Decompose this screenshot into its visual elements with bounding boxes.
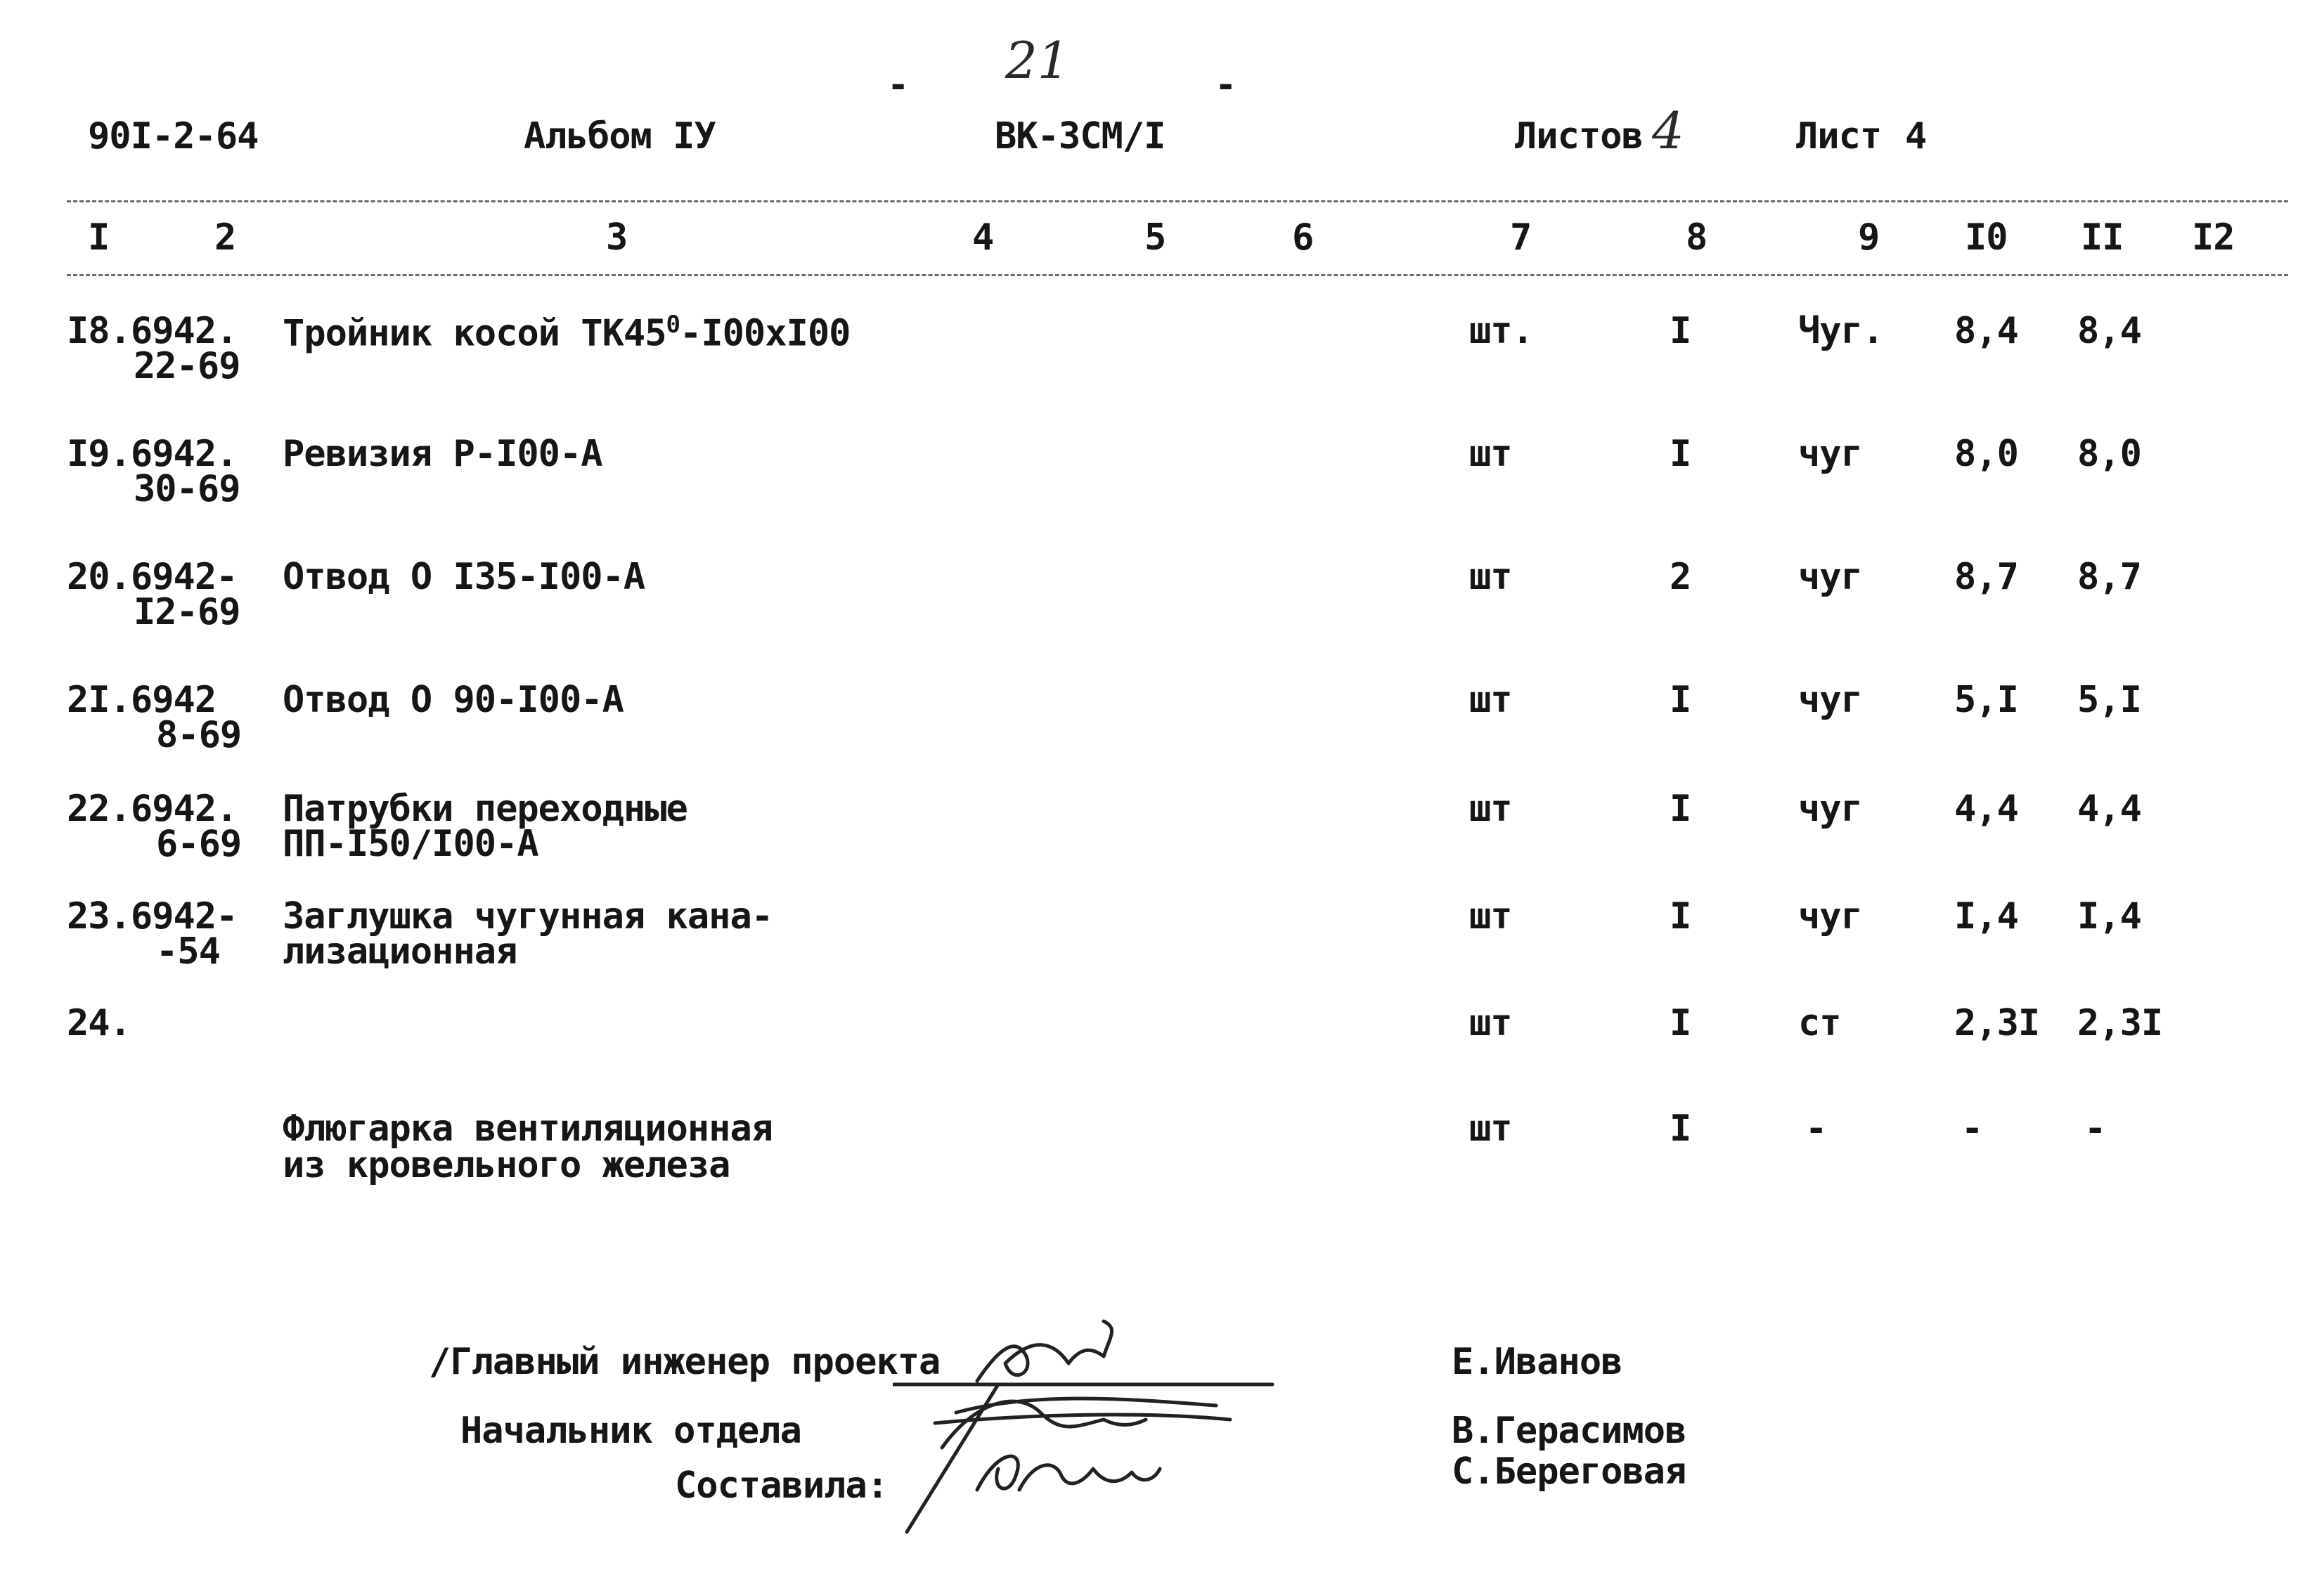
total-weight: 4,4 <box>2077 788 2141 830</box>
row-number: 22.6942. <box>67 788 238 830</box>
column-header: 2 <box>214 216 236 259</box>
unit: шт <box>1469 433 1512 475</box>
sheet-label: Лист <box>1796 115 1882 157</box>
row-number-suffix: 6-69 <box>156 823 242 865</box>
item-name: Флюгарка вентиляционная <box>283 1108 773 1150</box>
compiled-label: Составила: <box>675 1465 889 1507</box>
unit-weight: - <box>1961 1108 1983 1150</box>
quantity: I <box>1670 310 1691 352</box>
material: чуг <box>1798 895 1862 937</box>
compiled-name: С.Береговая <box>1452 1451 1686 1493</box>
unit: шт <box>1469 679 1512 721</box>
sheets-label: Листов <box>1515 115 1643 157</box>
unit-weight: 5,I <box>1954 679 2018 721</box>
sheets-value: 4 <box>1652 101 1684 160</box>
quantity: I <box>1670 1002 1691 1044</box>
sheet-code: ВК-ЗСМ/I <box>995 115 1166 157</box>
column-header: 3 <box>606 216 628 259</box>
header-dash-right: - <box>1215 64 1237 106</box>
unit-weight: 8,0 <box>1954 433 2018 475</box>
unit: шт <box>1469 788 1512 830</box>
material: чуг <box>1798 556 1862 598</box>
unit-weight: 8,4 <box>1954 310 2018 352</box>
row-number: I8.6942. <box>67 310 238 352</box>
page-number: 21 <box>1005 31 1070 90</box>
item-name: Заглушка чугунная кана- <box>283 895 773 937</box>
column-header: 8 <box>1686 216 1708 259</box>
column-header: 6 <box>1292 216 1314 259</box>
quantity: I <box>1670 788 1691 830</box>
total-weight: 8,0 <box>2077 433 2141 475</box>
material: чуг <box>1798 679 1862 721</box>
column-header: 4 <box>972 216 994 259</box>
column-header: 9 <box>1858 216 1880 259</box>
item-name: Отвод О 90-I00-А <box>283 679 624 721</box>
item-name: Тройник косой $ТК45^0-I00xI00$ <box>283 311 851 355</box>
row-number-suffix: 8-69 <box>156 714 242 756</box>
item-name-line2: из кровельного железа <box>283 1144 730 1186</box>
unit: шт <box>1469 1108 1512 1150</box>
unit: шт. <box>1469 310 1533 352</box>
head-of-dept-name: В.Герасимов <box>1452 1410 1686 1452</box>
item-name: Ревизия Р-I00-А <box>283 433 602 475</box>
quantity: I <box>1670 433 1691 475</box>
total-weight: I,4 <box>2077 895 2141 937</box>
document-code: 90I-2-64 <box>88 115 259 157</box>
total-weight: 2,3I <box>2077 1002 2163 1044</box>
signatures-handwritten <box>893 1307 1286 1539</box>
unit-weight: I,4 <box>1954 895 2018 937</box>
chief-engineer-name: Е.Иванов <box>1452 1341 1622 1383</box>
unit: шт <box>1469 895 1512 937</box>
column-header: I0 <box>1965 216 2008 259</box>
column-header: I2 <box>2192 216 2235 259</box>
row-number: 24. <box>67 1002 131 1044</box>
superscript-degree: 0 <box>666 311 680 339</box>
unit-weight: 2,3I <box>1954 1002 2040 1044</box>
album-label: Альбом IУ <box>524 115 716 157</box>
row-number-suffix: 30-69 <box>134 468 240 510</box>
row-number: 23.6942- <box>67 895 238 937</box>
row-number-suffix: 22-69 <box>134 345 240 387</box>
unit: шт <box>1469 556 1512 598</box>
total-weight: 8,4 <box>2077 310 2141 352</box>
material: чуг <box>1798 788 1862 830</box>
item-name: Патрубки переходные <box>283 788 687 830</box>
head-of-dept-label: Начальник отдела <box>460 1410 801 1452</box>
total-weight: - <box>2084 1108 2106 1150</box>
material: Чуг. <box>1798 310 1884 352</box>
material: чуг <box>1798 433 1862 475</box>
item-name: Отвод О I35-I00-А <box>283 556 645 598</box>
row-number-suffix: -54 <box>156 930 220 973</box>
unit-weight: 8,7 <box>1954 556 2018 598</box>
column-header: 5 <box>1144 216 1166 259</box>
material: - <box>1805 1108 1827 1150</box>
column-header: I <box>88 216 110 259</box>
total-weight: 8,7 <box>2077 556 2141 598</box>
header-dash-left: - <box>887 64 909 106</box>
column-header: 7 <box>1510 216 1532 259</box>
quantity: I <box>1670 895 1691 937</box>
header-rule-top <box>67 200 2288 202</box>
unit-weight: 4,4 <box>1954 788 2018 830</box>
quantity: 2 <box>1670 556 1691 598</box>
chief-engineer-label: /Главный инженер проекта <box>429 1341 941 1383</box>
item-name-line2: лизационная <box>283 930 517 973</box>
quantity: I <box>1670 1108 1691 1150</box>
material: ст <box>1798 1002 1841 1044</box>
quantity: I <box>1670 679 1691 721</box>
header-rule-bottom <box>67 274 2288 276</box>
unit: шт <box>1469 1002 1512 1044</box>
sheet-value: 4 <box>1905 115 1927 157</box>
item-name-line2: ПП-I50/I00-А <box>283 823 538 865</box>
row-number: I9.6942. <box>67 433 238 475</box>
total-weight: 5,I <box>2077 679 2141 721</box>
row-number: 2I.6942 <box>67 679 217 721</box>
row-number-suffix: I2-69 <box>134 591 240 633</box>
row-number: 20.6942- <box>67 556 238 598</box>
column-header: II <box>2081 216 2124 259</box>
